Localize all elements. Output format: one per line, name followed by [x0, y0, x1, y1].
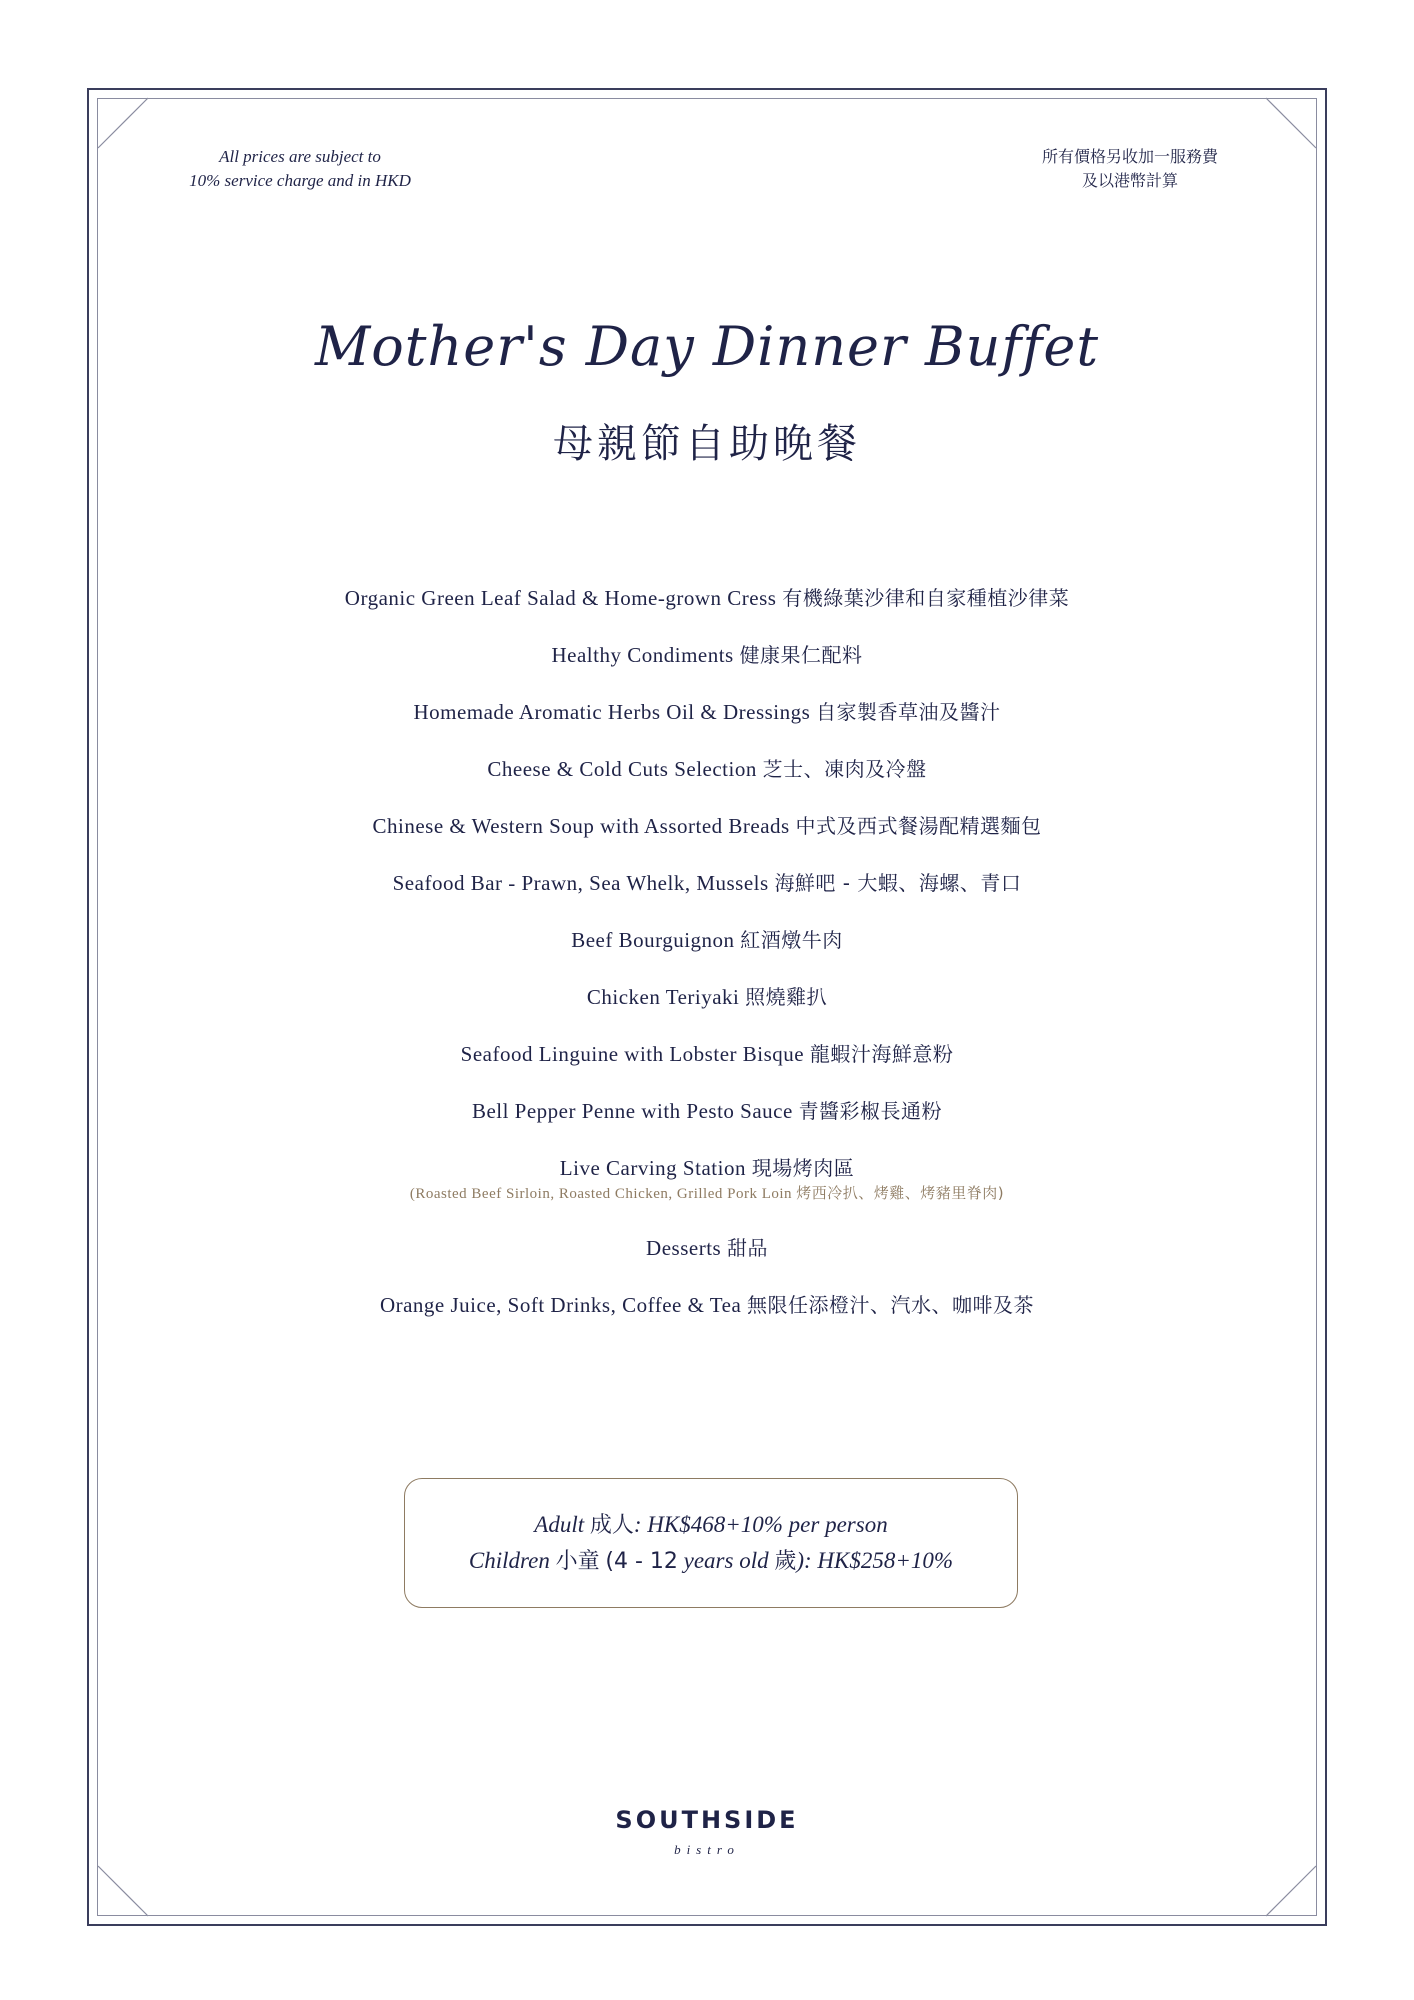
menu-item — [0, 583, 1414, 640]
note-en-line-1: All prices are subject to — [219, 147, 381, 166]
menu-item — [0, 1233, 1414, 1290]
adult-price-value: : HK$468+10% per person — [633, 1512, 888, 1537]
page-title-zh: 母親節自助晚餐 — [553, 421, 861, 467]
menu-item-zh: 現場烤肉區 — [751, 1156, 855, 1180]
brand-logo-sub: bistro — [674, 1842, 740, 1857]
menu-item-en: Homemade Aromatic Herbs Oil & Dressings — [413, 700, 811, 724]
children-price — [469, 1543, 953, 1579]
menu-item-zh: 甜品 — [726, 1236, 768, 1260]
menu-list — [0, 583, 1414, 1347]
brand-logo: SOUTHSIDE — [615, 1806, 799, 1834]
menu-item-en: Organic Green Leaf Salad & Home-grown Cress — [344, 586, 777, 610]
children-price-value: ): HK$258+10% — [796, 1548, 954, 1573]
menu-item-en: Desserts — [646, 1236, 722, 1260]
adult-price — [534, 1507, 887, 1543]
carving-details-zh: 烤西冷扒、烤雞、烤豬里脊肉) — [796, 1184, 1005, 1202]
corner-bottom-right — [1266, 1866, 1316, 1916]
children-age-zh: 歲 — [774, 1549, 797, 1574]
menu-item — [0, 697, 1414, 754]
note-en-line-2: 10% service charge and in HKD — [189, 171, 411, 190]
menu-item — [0, 754, 1414, 811]
menu-item-en: Beef Bourguignon — [571, 928, 735, 952]
menu-item — [0, 1290, 1414, 1347]
menu-item-zh: 青醬彩椒長通粉 — [798, 1099, 943, 1123]
adult-label-zh: 成人 — [589, 1513, 634, 1538]
menu-item — [0, 868, 1414, 925]
menu-item-zh: 照燒雞扒 — [745, 985, 828, 1009]
menu-item — [0, 982, 1414, 1039]
children-age-en: years old — [683, 1548, 769, 1573]
menu-item — [0, 1039, 1414, 1096]
menu-item-zh: 自家製香草油及醬汁 — [816, 700, 1001, 724]
menu-item-zh: 有機綠葉沙律和自家種植沙律菜 — [782, 586, 1070, 610]
menu-item-carving — [0, 1153, 1414, 1233]
menu-item — [0, 1096, 1414, 1153]
menu-item — [0, 925, 1414, 982]
menu-item-en: Orange Juice, Soft Drinks, Coffee & Tea — [379, 1293, 742, 1317]
carving-details-en: (Roasted Beef Sirloin, Roasted Chicken, Grilled Pork Loin — [409, 1186, 793, 1202]
service-charge-note-zh — [1010, 145, 1250, 193]
corner-top-left — [98, 98, 148, 148]
menu-item-zh: 芝士、凍肉及冷盤 — [762, 757, 927, 781]
adult-label-en: Adult — [534, 1512, 585, 1537]
menu-item-zh: 健康果仁配料 — [739, 643, 863, 667]
children-age-open: (4 - 12 — [605, 1549, 678, 1574]
menu-item-en: Healthy Condiments — [551, 643, 734, 667]
note-zh-line-1: 所有價格另收加一服務費 — [1041, 147, 1218, 166]
menu-item-zh: 龍蝦汁海鮮意粉 — [809, 1042, 954, 1066]
menu-item-en: Cheese & Cold Cuts Selection — [487, 757, 757, 781]
menu-item-zh: 海鮮吧 - 大蝦、海螺、青口 — [774, 871, 1022, 895]
carving-details — [0, 1183, 1414, 1204]
menu-item — [0, 640, 1414, 697]
menu-item-en: Chinese & Western Soup with Assorted Breads — [372, 814, 790, 838]
service-charge-note-en — [160, 145, 440, 193]
menu-item-zh: 紅酒燉牛肉 — [740, 928, 843, 952]
price-box — [404, 1478, 1018, 1608]
menu-item-en: Chicken Teriyaki — [586, 985, 740, 1009]
children-label-en: Children — [468, 1548, 550, 1573]
menu-item-en: Live Carving Station — [559, 1156, 746, 1180]
menu-item-en: Bell Pepper Penne with Pesto Sauce — [471, 1099, 793, 1123]
menu-item-zh: 中式及西式餐湯配精選麵包 — [795, 814, 1042, 838]
page-title-en: Mother's Day Dinner Buffet — [314, 315, 1100, 378]
menu-item-zh: 無限任添橙汁、汽水、咖啡及茶 — [747, 1293, 1035, 1317]
corner-bottom-left — [98, 1866, 148, 1916]
menu-item-en: Seafood Linguine with Lobster Bisque — [460, 1042, 805, 1066]
menu-item — [0, 811, 1414, 868]
children-label-zh: 小童 — [555, 1549, 600, 1574]
note-zh-line-2: 及以港幣計算 — [1081, 171, 1178, 190]
corner-top-right — [1266, 98, 1316, 148]
menu-item-en: Seafood Bar - Prawn, Sea Whelk, Mussels — [392, 871, 769, 895]
